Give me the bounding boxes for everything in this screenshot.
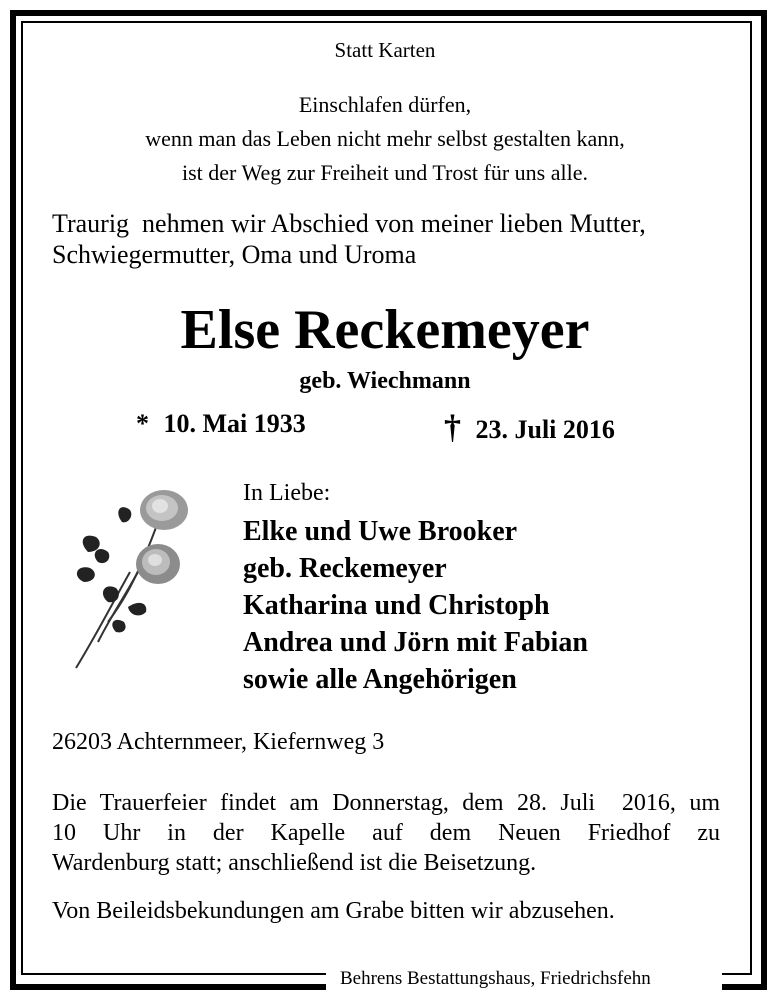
motto: [0, 88, 770, 190]
rose-illustration: [68, 482, 188, 672]
motto-line: wenn man das Leben nicht mehr selbst gestalten kann,: [145, 126, 625, 151]
maiden-name: geb. Wiechmann: [299, 368, 471, 394]
condolence-note: Von Beileidsbekundungen am Grabe bitten wir abzusehen.: [52, 898, 615, 924]
mourner-line: sowie alle Angehörigen: [243, 664, 517, 695]
death-date: [444, 409, 615, 447]
mourner-line: Elke und Uwe Brooker: [243, 516, 518, 547]
header-text: Statt Karten: [334, 38, 436, 62]
service-line: Wardenburg statt; anschließend ist die Beisetzung.: [52, 850, 537, 876]
mourner-line: geb. Reckemeyer: [243, 553, 447, 584]
service-info: [52, 788, 720, 878]
motto-line: Einschlafen dürfen,: [298, 92, 472, 117]
cross-icon: †: [444, 409, 461, 446]
service-line: Die Trauerfeier findet am Donnerstag, dem 28. Juli 2016, um: [52, 790, 720, 816]
intro-line: Traurig nehmen wir Abschied von meiner lieben Mutter,: [52, 209, 646, 238]
death-date-text: 23. Juli 2016: [475, 415, 615, 444]
deceased-name: Else Reckemeyer: [180, 299, 590, 361]
intro-line: Schwiegermutter, Oma und Uroma: [52, 240, 417, 269]
mourner-line: Katharina und Christoph: [243, 590, 550, 621]
service-line: 10 Uhr in der Kapelle auf dem Neuen Friedhof zu: [52, 820, 720, 846]
birth-date-text: 10. Mai 1933: [163, 409, 306, 438]
intro-text: [52, 208, 646, 270]
birth-symbol: *: [136, 409, 149, 438]
mourners-list: [243, 513, 588, 698]
birth-date: [136, 409, 306, 439]
mourner-line: Andrea und Jörn mit Fabian: [243, 627, 588, 658]
address: 26203 Achternmeer, Kiefernweg 3: [52, 729, 385, 755]
motto-line: ist der Weg zur Freiheit und Trost für uns alle.: [181, 160, 588, 185]
funeral-home: Behrens Bestattungshaus, Friedrichsfehn: [340, 968, 651, 989]
mourners-intro: In Liebe:: [243, 480, 331, 506]
